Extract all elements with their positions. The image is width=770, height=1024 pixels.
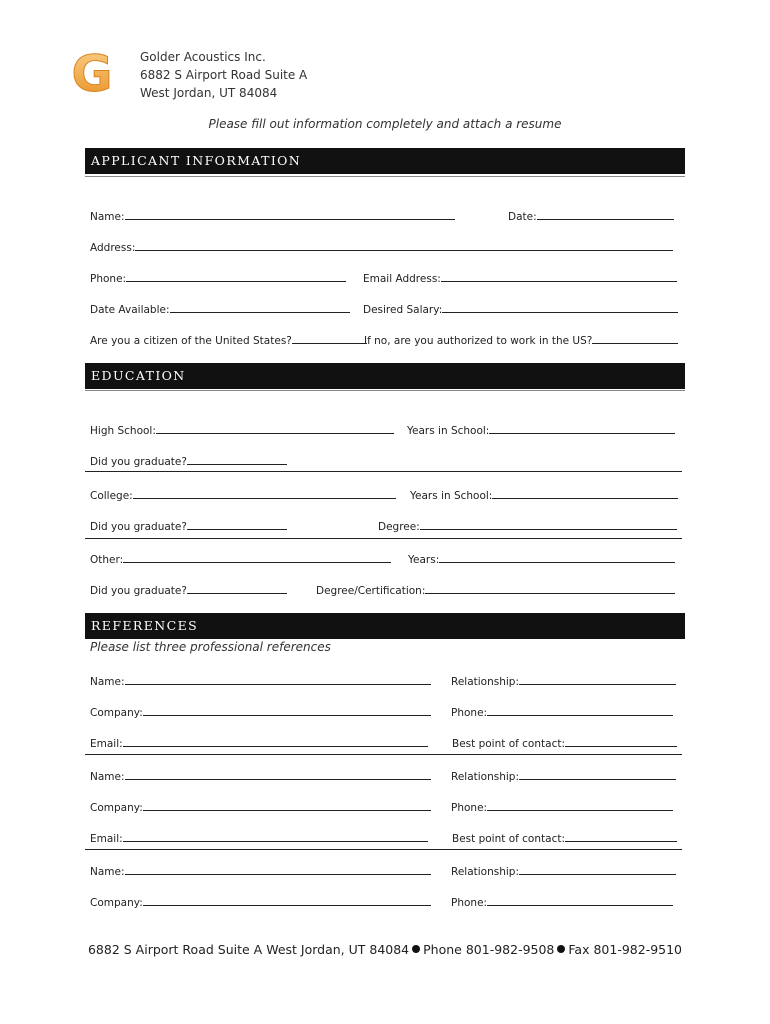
section-divider — [85, 176, 685, 177]
field-label: High School: — [90, 425, 156, 437]
svg-text:G: G — [71, 48, 113, 98]
field-label: Years in School: — [410, 490, 493, 502]
field-label: Did you graduate? — [90, 521, 187, 533]
input-line[interactable] — [125, 769, 431, 780]
reference-3-phone-field[interactable] — [451, 895, 673, 909]
reference-divider — [85, 849, 682, 850]
date-available-field[interactable] — [90, 302, 350, 316]
field-label: Email: — [90, 833, 123, 845]
field-label: Date: — [508, 211, 537, 223]
reference-1-contact-field[interactable] — [452, 736, 677, 750]
input-line[interactable] — [292, 333, 367, 344]
section-title-applicant: APPLICANT INFORMATION — [91, 153, 302, 168]
high-school-graduate-field[interactable] — [90, 454, 287, 468]
footer-contact — [0, 942, 770, 957]
input-line[interactable] — [519, 864, 676, 875]
input-line[interactable] — [143, 895, 431, 906]
company-address-block — [140, 48, 307, 102]
section-header-references — [85, 613, 685, 639]
applicant-date-field[interactable] — [508, 209, 674, 223]
field-label: Name: — [90, 866, 125, 878]
input-line[interactable] — [565, 831, 677, 842]
field-label: Are you a citizen of the United States? — [90, 335, 292, 347]
company-city: West Jordan, UT 84084 — [140, 86, 278, 100]
section-title-references: REFERENCES — [91, 618, 199, 633]
input-line[interactable] — [125, 864, 431, 875]
field-label: Address: — [90, 242, 136, 254]
field-label: Relationship: — [451, 676, 519, 688]
college-degree-field[interactable] — [378, 519, 677, 533]
company-name: Golder Acoustics Inc. — [140, 50, 266, 64]
field-label: Years: — [408, 554, 440, 566]
college-graduate-field[interactable] — [90, 519, 287, 533]
high-school-years-field[interactable] — [407, 423, 675, 437]
bullet-icon — [412, 945, 420, 953]
input-line[interactable] — [489, 423, 675, 434]
field-label: Degree: — [378, 521, 420, 533]
field-label: Name: — [90, 211, 125, 223]
reference-2-name-field[interactable] — [90, 769, 431, 783]
field-label: Relationship: — [451, 771, 519, 783]
input-line[interactable] — [123, 552, 391, 563]
applicant-address-field[interactable] — [90, 240, 673, 254]
footer-fax: Fax 801-982-9510 — [568, 942, 683, 957]
reference-3-relationship-field[interactable] — [451, 864, 676, 878]
input-line[interactable] — [125, 209, 455, 220]
input-line[interactable] — [420, 519, 677, 530]
college-years-field[interactable] — [410, 488, 678, 502]
input-line[interactable] — [442, 302, 678, 313]
field-label: Other: — [90, 554, 124, 566]
field-label: Company: — [90, 897, 143, 909]
reference-2-contact-field[interactable] — [452, 831, 677, 845]
work-authorization-field[interactable] — [364, 333, 678, 347]
desired-salary-field[interactable] — [363, 302, 678, 316]
field-label: Phone: — [451, 802, 488, 814]
input-line[interactable] — [125, 674, 431, 685]
reference-1-relationship-field[interactable] — [451, 674, 676, 688]
field-label: Date Available: — [90, 304, 170, 316]
company-logo — [70, 48, 114, 98]
field-label: Years in School: — [407, 425, 490, 437]
input-line[interactable] — [487, 895, 673, 906]
input-line[interactable] — [187, 583, 287, 594]
field-label: Did you graduate? — [90, 585, 187, 597]
applicant-phone-field[interactable] — [90, 271, 346, 285]
input-line[interactable] — [133, 488, 396, 499]
field-label: Name: — [90, 771, 125, 783]
field-label: Company: — [90, 802, 143, 814]
other-years-field[interactable] — [408, 552, 675, 566]
footer-phone: Phone 801-982-9508 — [423, 942, 555, 957]
input-line[interactable] — [187, 519, 287, 530]
section-header-applicant — [85, 148, 685, 174]
field-label: Did you graduate? — [90, 456, 187, 468]
input-line[interactable] — [143, 800, 431, 811]
bullet-icon — [557, 945, 565, 953]
education-divider — [85, 538, 682, 539]
input-line[interactable] — [143, 705, 431, 716]
field-label: Desired Salary: — [363, 304, 443, 316]
citizen-field[interactable] — [90, 333, 367, 347]
field-label: Company: — [90, 707, 143, 719]
field-label: Phone: — [451, 897, 488, 909]
high-school-field[interactable] — [90, 423, 394, 437]
applicant-name-field[interactable] — [90, 209, 455, 223]
field-label: Phone: — [451, 707, 488, 719]
input-line[interactable] — [519, 769, 676, 780]
field-label: College: — [90, 490, 133, 502]
section-divider — [85, 390, 685, 391]
field-label: Email: — [90, 738, 123, 750]
degree-certification-field[interactable] — [316, 583, 675, 597]
input-line[interactable] — [519, 674, 676, 685]
reference-1-name-field[interactable] — [90, 674, 431, 688]
input-line[interactable] — [492, 488, 678, 499]
section-header-education — [85, 363, 685, 389]
field-label: Phone: — [90, 273, 127, 285]
input-line[interactable] — [565, 736, 677, 747]
company-street: 6882 S Airport Road Suite A — [140, 68, 308, 82]
input-line[interactable] — [439, 552, 675, 563]
reference-3-name-field[interactable] — [90, 864, 431, 878]
field-label: Name: — [90, 676, 125, 688]
input-line[interactable] — [592, 333, 678, 344]
reference-3-company-field[interactable] — [90, 895, 431, 909]
input-line[interactable] — [123, 736, 428, 747]
reference-divider — [85, 754, 682, 755]
field-label: Relationship: — [451, 866, 519, 878]
other-graduate-field[interactable] — [90, 583, 287, 597]
reference-2-company-field[interactable] — [90, 800, 431, 814]
college-field[interactable] — [90, 488, 396, 502]
footer-address: 6882 S Airport Road Suite A West Jordan, UT 84084 — [87, 942, 410, 957]
other-education-field[interactable] — [90, 552, 391, 566]
input-line[interactable] — [441, 271, 677, 282]
reference-1-phone-field[interactable] — [451, 705, 673, 719]
input-line[interactable] — [123, 831, 428, 842]
reference-2-phone-field[interactable] — [451, 800, 673, 814]
input-line[interactable] — [487, 705, 673, 716]
input-line[interactable] — [537, 209, 674, 220]
education-divider — [85, 471, 682, 472]
reference-1-email-field[interactable] — [90, 736, 428, 750]
input-line[interactable] — [135, 240, 673, 251]
applicant-email-field[interactable] — [363, 271, 677, 285]
input-line[interactable] — [156, 423, 394, 434]
field-label: If no, are you authorized to work in the US? — [364, 335, 593, 347]
field-label: Best point of contact: — [452, 833, 565, 845]
form-instructions: Please fill out information completely and attach a resume — [208, 117, 562, 131]
input-line[interactable] — [170, 302, 350, 313]
reference-2-relationship-field[interactable] — [451, 769, 676, 783]
field-label: Email Address: — [363, 273, 441, 285]
input-line[interactable] — [487, 800, 673, 811]
field-label: Degree/Certification: — [316, 585, 426, 597]
reference-2-email-field[interactable] — [90, 831, 428, 845]
reference-1-company-field[interactable] — [90, 705, 431, 719]
input-line[interactable] — [425, 583, 675, 594]
references-instructions: Please list three professional references — [90, 640, 331, 654]
field-label: Best point of contact: — [452, 738, 565, 750]
section-title-education: EDUCATION — [91, 368, 186, 383]
input-line[interactable] — [187, 454, 287, 465]
input-line[interactable] — [126, 271, 346, 282]
